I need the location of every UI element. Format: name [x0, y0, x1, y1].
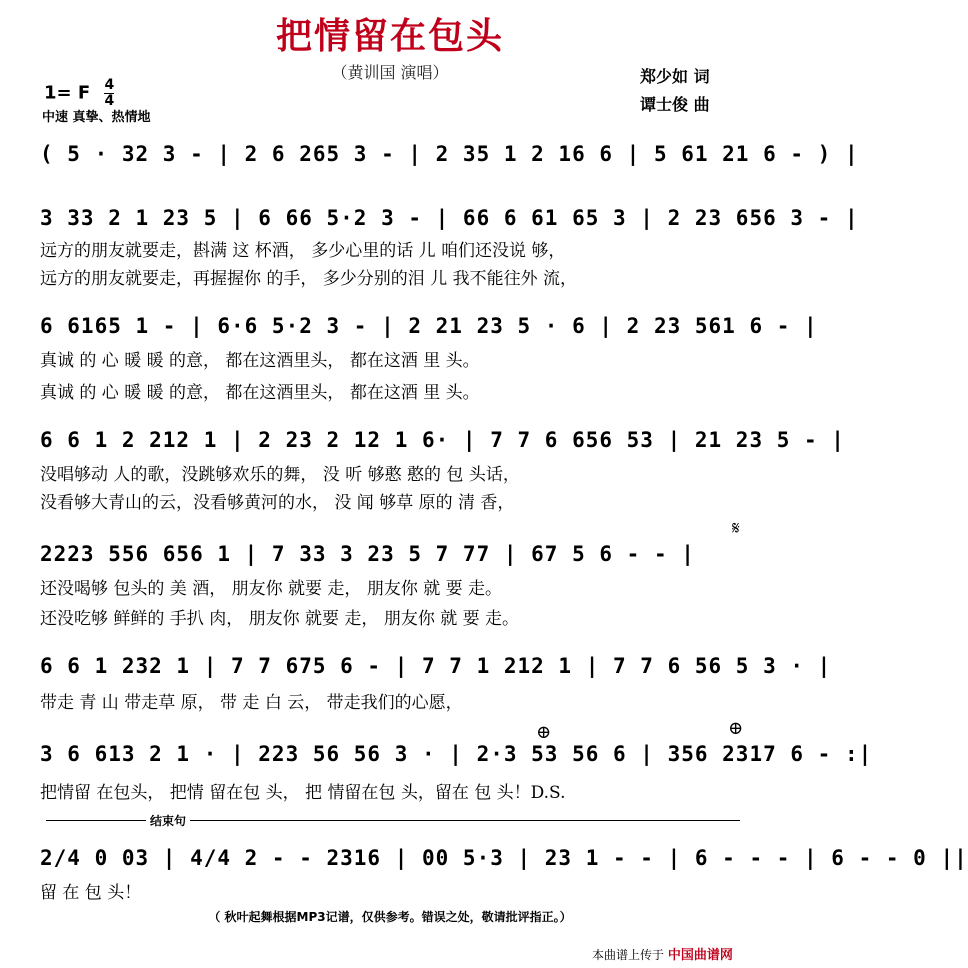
- notation-line-6: 6 6 1 232 1 | 7 7 675 6 - | 7 7 1 212 1 | 7 7 6 56 5 3 · |: [40, 654, 832, 678]
- lyric-line-7: 把情留 在包头， 把情 留在包 头， 把 情留在包 头，留在 包 头！D.S.: [40, 783, 566, 803]
- ending-label: 结束句: [146, 812, 190, 829]
- time-signature: [104, 78, 114, 109]
- key-text: 1= F: [44, 82, 91, 104]
- performer: （黄训国 演唱）: [331, 63, 449, 82]
- tempo-marking: 中速 真挚、热情地: [42, 110, 151, 125]
- footer: [592, 944, 733, 963]
- song-title: 把情留在包头: [275, 16, 504, 57]
- coda-sign-2: ⊕: [728, 718, 744, 739]
- coda-sign-1: ⊕: [536, 722, 552, 743]
- lyric-line-2-verse-2: 远方的朋友就要走，再握握你 的手， 多少分别的泪 儿 我不能往外 流，: [40, 269, 578, 289]
- notation-line-7: 3 6 613 2 1 · | 223 56 56 3 · | 2·3 53 56 6 | 356 2317 6 - :|: [40, 742, 873, 766]
- key-signature: [44, 78, 114, 109]
- time-signature-bottom: 4: [104, 93, 115, 109]
- lyric-line-4-verse-2: 没看够大青山的云，没看够黄河的水， 没 闻 够草 原的 清 香，: [40, 493, 515, 513]
- notation-line-3: 6 6165 1 - | 6·6 5·2 3 - | 2 21 23 5 · 6 | 2 23 561 6 - |: [40, 314, 818, 338]
- notation-line-1: ( 5 · 32 3 - | 2 6 265 3 - | 2 35 1 2 16 6 | 5 61 21 6 - ) |: [40, 142, 859, 166]
- segno-sign: 𝄋: [732, 518, 740, 539]
- lyricist: 郑少如 词: [640, 67, 710, 86]
- lyric-line-3-verse-2: 真诚 的 心 暖 暖 的意， 都在这酒里头， 都在这酒 里 头。: [40, 383, 480, 403]
- lyric-line-3-verse-1: 真诚 的 心 暖 暖 的意， 都在这酒里头， 都在这酒 里 头。: [40, 351, 480, 371]
- lyric-line-2-verse-1: 远方的朋友就要走，斟满 这 杯酒， 多少心里的话 儿 咱们还没说 够，: [40, 241, 566, 261]
- lyric-line-4-verse-1: 没唱够动 人的歌，没跳够欢乐的舞， 没 听 够憨 憨的 包 头话，: [40, 465, 520, 485]
- transcriber-note: （ 秋叶起舞根据MP3记谱，仅供参考。错误之处，敬请批评指正。）: [208, 910, 572, 924]
- notation-line-4: 6 6 1 2 212 1 | 2 23 2 12 1 6· | 7 7 6 656 53 | 21 23 5 - |: [40, 428, 845, 452]
- notation-line-2: 3 33 2 1 23 5 | 6 66 5·2 3 - | 66 6 61 65 3 | 2 23 656 3 - |: [40, 206, 859, 230]
- notation-line-8: 2/4 0 03 | 4/4 2 - - 2316 | 00 5·3 | 23 1 - - | 6 - - - | 6 - - 0 ||: [40, 846, 968, 870]
- lyric-line-5-verse-2: 还没吃够 鲜鲜的 手扒 肉， 朋友你 就要 走， 朋友你 就 要 走。: [40, 609, 520, 629]
- lyric-line-5-verse-1: 还没喝够 包头的 美 酒， 朋友你 就要 走， 朋友你 就 要 走。: [40, 579, 503, 599]
- notation-line-5: 2223 556 656 1 | 7 33 3 23 5 7 77 | 67 5 6 - - |: [40, 542, 695, 566]
- site-logo[interactable]: 中国曲谱网: [667, 948, 733, 963]
- time-signature-top: 4: [104, 77, 115, 93]
- lyric-line-6: 带走 青 山 带走草 原， 带 走 白 云， 带走我们的心愿，: [40, 693, 463, 713]
- footer-text: 本曲谱上传于: [592, 948, 665, 962]
- lyric-line-8: 留 在 包 头！: [40, 883, 142, 903]
- composer: 谭士俊 曲: [640, 95, 710, 114]
